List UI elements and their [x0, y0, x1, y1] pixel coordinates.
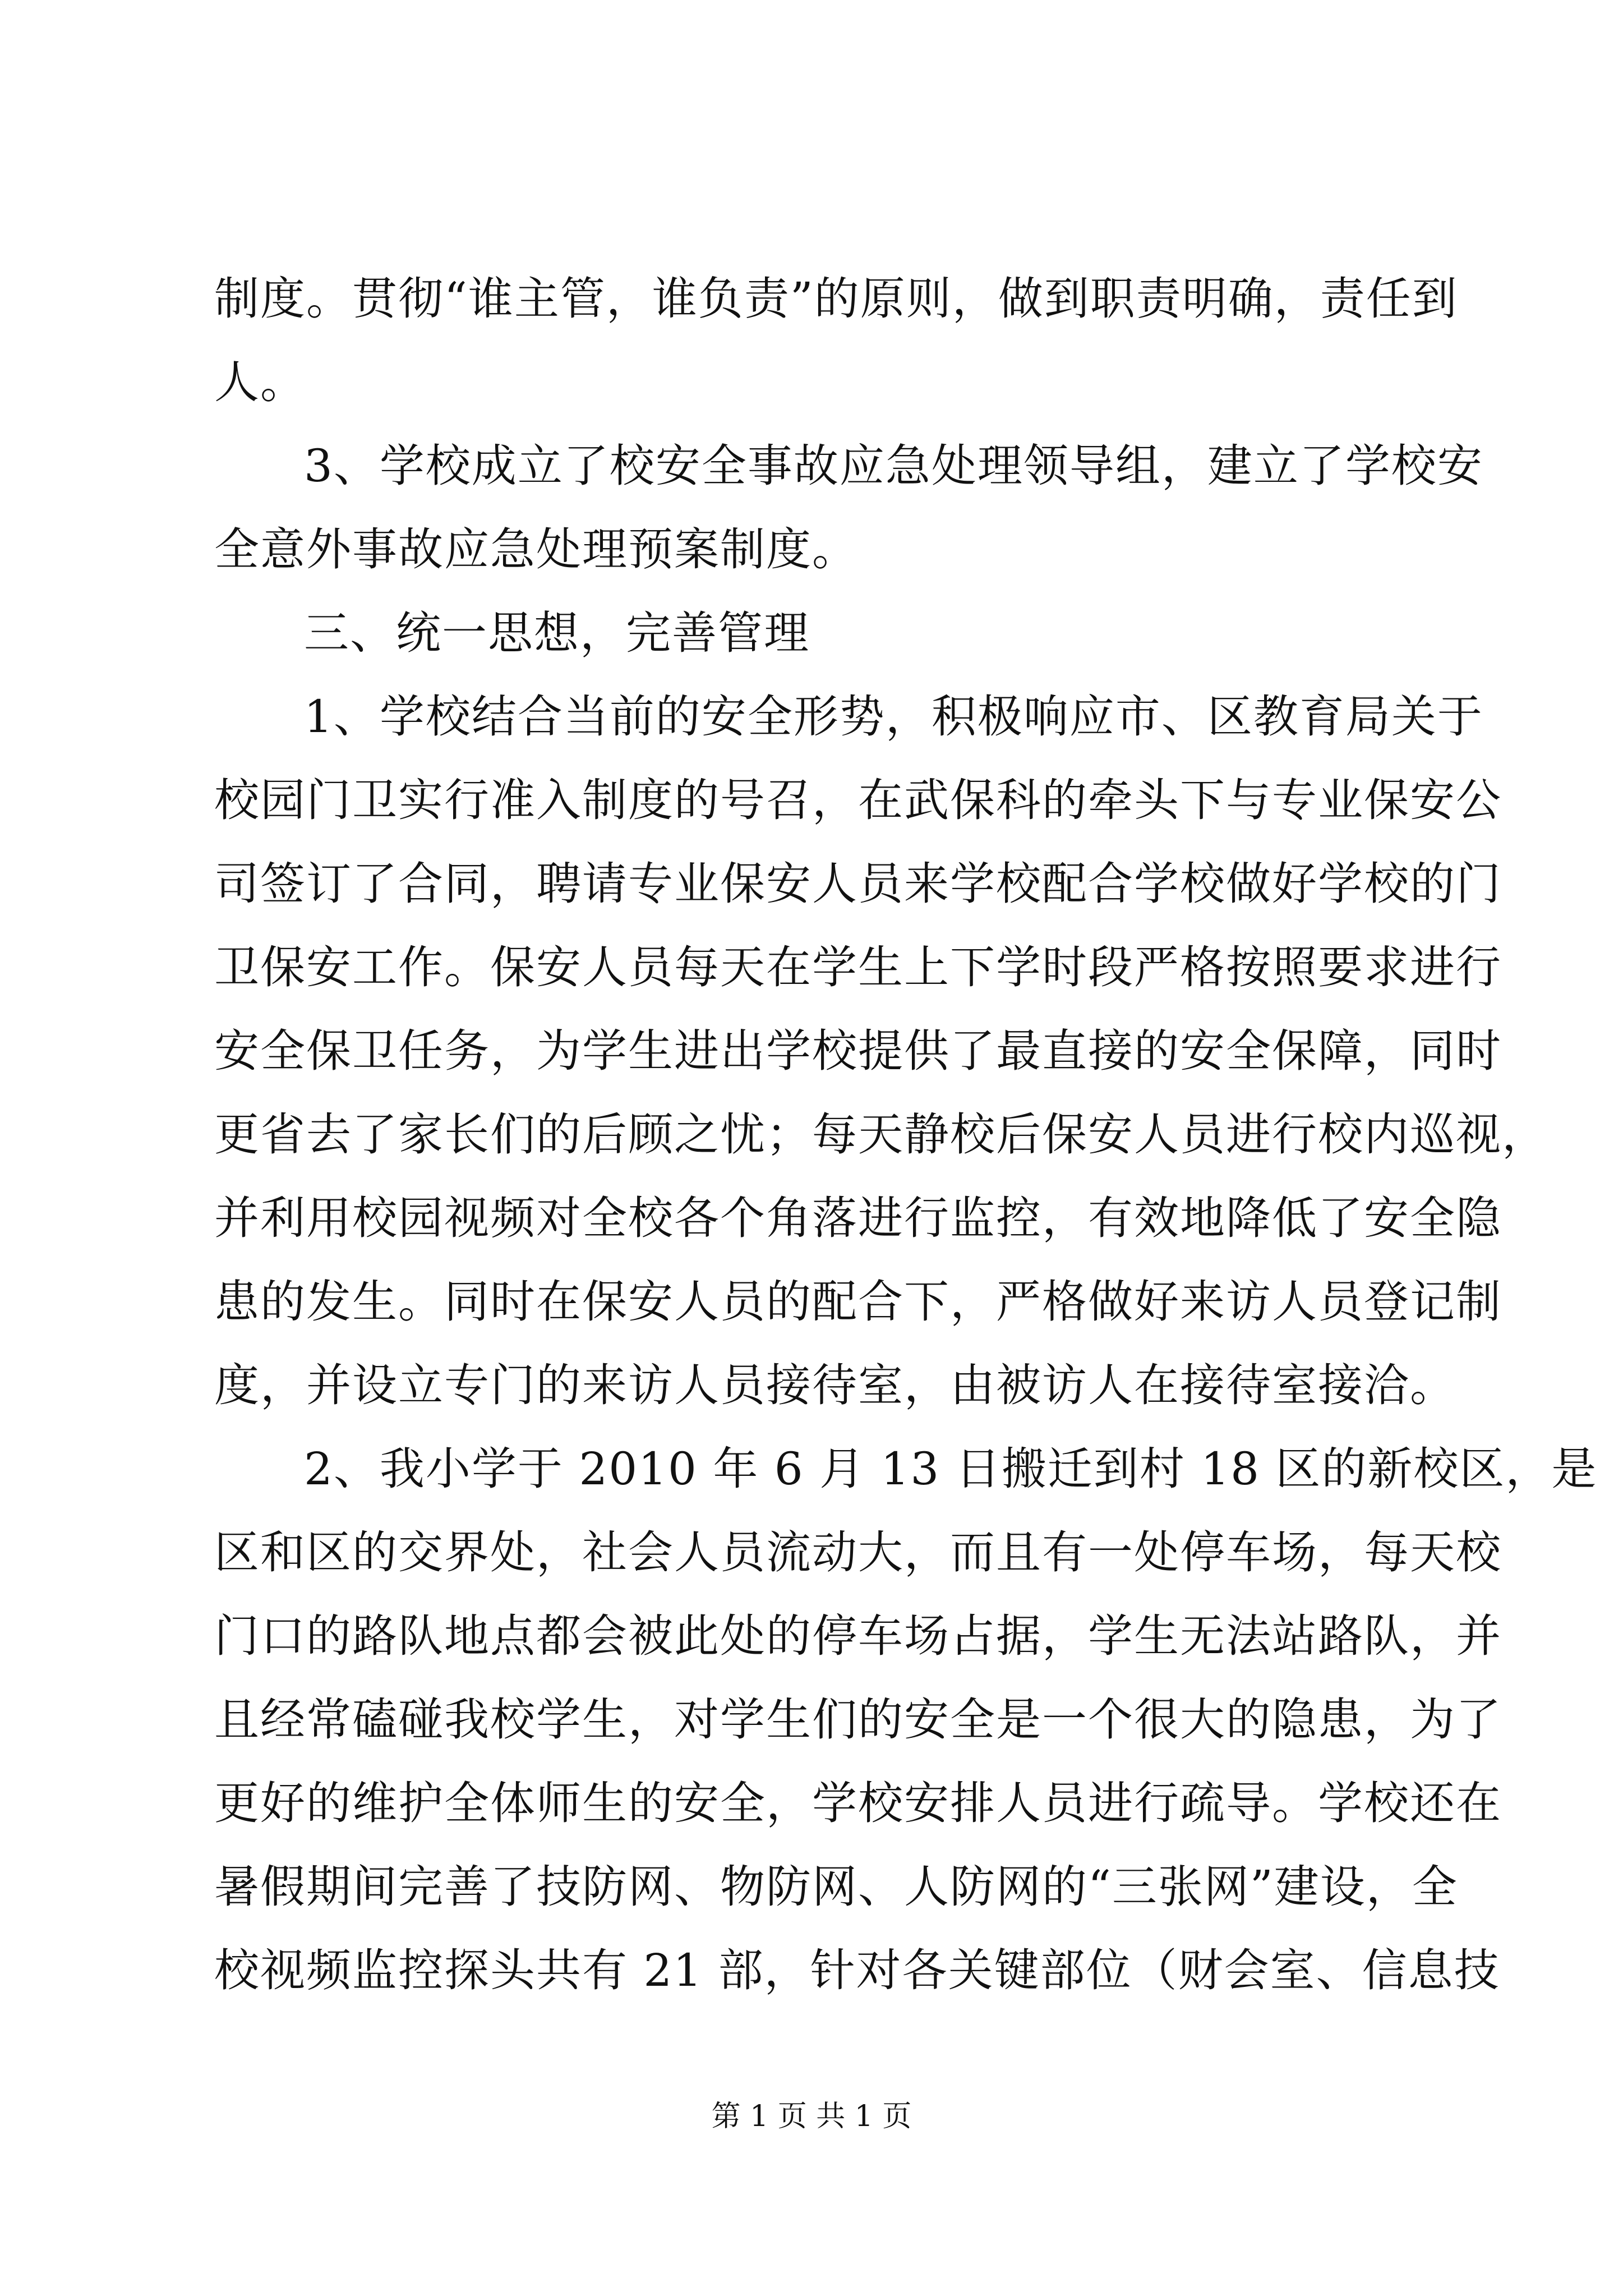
- text-line: 暑假期间完善了技防网、物防网、人防网的“三张网”建设，全: [214, 1861, 1458, 1913]
- text-line: 司签订了合同，聘请专业保安人员来学校配合学校做好学校的门: [214, 858, 1502, 910]
- text-line: 3、学校成立了校安全事故应急处理领导组，建立了学校安: [304, 440, 1483, 492]
- text-line: 并利用校园视频对全校各个角落进行监控，有效地降低了安全隐: [214, 1192, 1502, 1244]
- document-body: [214, 257, 1598, 2012]
- text-line: 安全保卫任务，为学生进出学校提供了最直接的安全保障，同时: [214, 1025, 1502, 1077]
- text-line: 1、学校结合当前的安全形势，积极响应市、区教育局关于: [304, 691, 1483, 743]
- text-line: 更好的维护全体师生的安全，学校安排人员进行疏导。学校还在: [214, 1777, 1502, 1829]
- text-line: 2、我小学于 2010 年 6 月 13 日搬迁到村 18 区的新校区，是: [304, 1443, 1598, 1495]
- text-line: 区和区的交界处，社会人员流动大，而且有一处停车场，每天校: [214, 1526, 1502, 1579]
- text-line: 门口的路队地点都会被此处的停车场占据，学生无法站路队，并: [214, 1610, 1502, 1662]
- text-line: 校园门卫实行准入制度的号召，在武保科的牵头下与专业保安公: [214, 774, 1502, 826]
- text-line: 校视频监控探头共有 21 部，针对各关键部位（财会室、信息技: [214, 1944, 1500, 1996]
- text-line: 人。: [214, 356, 306, 408]
- text-line: 度，并设立专门的来访人员接待室，由被访人在接待室接洽。: [214, 1359, 1456, 1411]
- text-line: 更省去了家长们的后顾之忧；每天静校后保安人员进行校内巡视，: [214, 1108, 1548, 1161]
- text-line: 患的发生。同时在保安人员的配合下，严格做好来访人员登记制: [214, 1276, 1502, 1328]
- text-line: 全意外事故应急处理预案制度。: [214, 523, 858, 576]
- text-line: 卫保安工作。保安人员每天在学生上下学时段严格按照要求进行: [214, 941, 1502, 993]
- section-heading: 三、统一思想，完善管理: [304, 607, 810, 659]
- text-line: 且经常磕碰我校学生，对学生们的安全是一个很大的隐患，为了: [214, 1694, 1502, 1746]
- page-footer: 第 1 页 共 1 页: [711, 2100, 912, 2133]
- text-line: 制度。贯彻“谁主管，谁负责”的原则，做到职责明确，责任到: [214, 273, 1458, 325]
